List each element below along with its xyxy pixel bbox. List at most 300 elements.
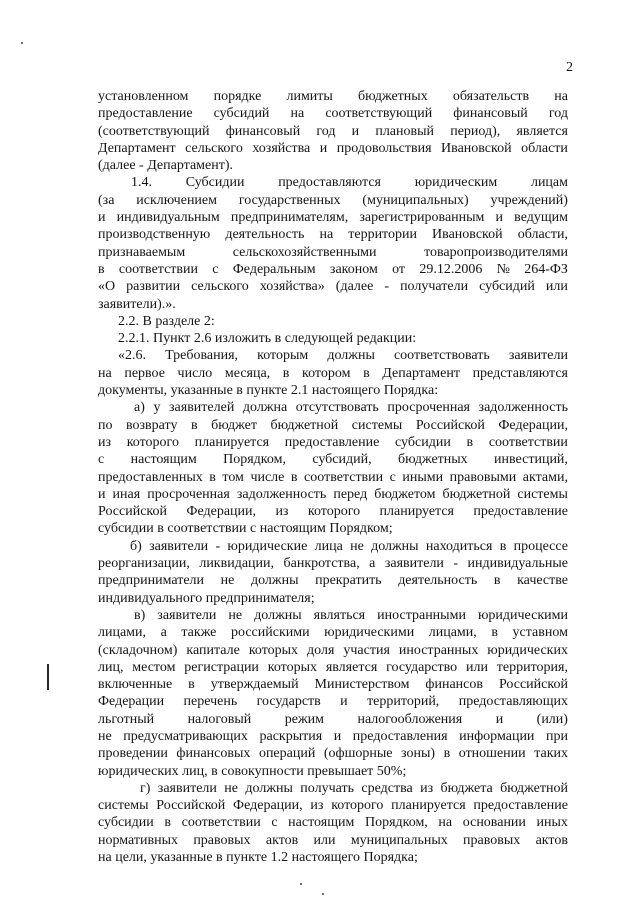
document-body — [98, 88, 568, 866]
word: предоставляющих — [458, 694, 568, 710]
word: иностранных — [398, 642, 479, 658]
word: или — [313, 832, 336, 848]
word: а) — [134, 400, 145, 416]
word: Ивановской — [441, 140, 512, 156]
word: лицами, — [98, 625, 147, 641]
word: и — [98, 210, 106, 226]
word: не — [98, 728, 112, 744]
word: которым — [257, 348, 309, 364]
word: лиц, — [98, 659, 124, 675]
word: предприниматели — [98, 573, 205, 589]
word: правовых — [193, 832, 251, 848]
word: средства — [361, 780, 413, 796]
text-line — [98, 832, 568, 849]
word: исключением — [136, 192, 217, 208]
word: финансов — [425, 677, 483, 693]
word: на — [98, 365, 112, 381]
word: хозяйства» — [259, 279, 325, 295]
text-line — [98, 624, 568, 641]
word: должны — [245, 780, 293, 796]
text-line — [98, 745, 568, 762]
word: месяца, — [224, 365, 271, 381]
word: правовыми — [449, 469, 517, 485]
word: Федерации, — [186, 504, 257, 520]
word: предоставление — [98, 106, 193, 122]
word: доля — [307, 642, 335, 658]
word: планируется — [379, 504, 454, 520]
word: системы — [517, 486, 568, 502]
word: Порядком, — [364, 815, 428, 831]
text-line — [98, 244, 568, 261]
word: системы — [98, 798, 149, 814]
word: представляются — [472, 365, 568, 381]
word: бюджетом — [374, 486, 436, 502]
word: или — [465, 659, 488, 675]
text-line — [98, 123, 568, 140]
text-line — [98, 780, 568, 797]
word: плановый — [375, 123, 435, 139]
text-line — [98, 88, 568, 105]
word: включенные — [98, 677, 173, 693]
word: субсидий — [213, 106, 270, 122]
text-line — [98, 434, 568, 451]
word: бюджетных — [397, 452, 468, 468]
word: в — [491, 625, 498, 641]
text-line — [98, 174, 568, 191]
word: перед — [333, 486, 368, 502]
word: Российской — [156, 798, 226, 814]
word: и — [333, 728, 342, 744]
word: производственную — [98, 227, 211, 243]
text-line — [98, 209, 568, 226]
text-line — [98, 711, 568, 728]
word: и — [495, 711, 504, 727]
word: бюджета — [440, 780, 493, 796]
word: проведении — [98, 746, 168, 762]
word: Российской — [415, 417, 485, 433]
word: заявителей — [169, 400, 235, 416]
word: области — [521, 140, 568, 156]
word: финансовый — [225, 123, 301, 139]
word: бюджетной — [270, 417, 339, 433]
text-line — [98, 728, 568, 745]
word: Ивановской — [432, 227, 503, 243]
word: деятельность — [225, 227, 305, 243]
word: в — [190, 417, 198, 433]
word: (складочном) — [98, 642, 178, 658]
word: является — [325, 659, 378, 675]
word: первое — [124, 365, 165, 381]
word: предусматривающих — [123, 728, 248, 744]
word: не — [220, 573, 235, 589]
word: просроченная — [387, 400, 470, 416]
word: субсидий, — [312, 452, 372, 468]
word: порядке — [213, 89, 262, 104]
word: юридические — [227, 538, 308, 554]
word: индивидуальным — [116, 210, 220, 226]
text-line — [98, 659, 568, 676]
word: с — [212, 261, 219, 277]
word: налоговый — [187, 711, 252, 727]
text-line — [98, 105, 568, 122]
word: предоставления — [352, 728, 448, 744]
word: должны — [250, 573, 299, 589]
word: Порядком, — [223, 452, 286, 468]
word: также — [181, 625, 217, 641]
word: задолженность — [236, 486, 327, 502]
word: участия — [343, 642, 390, 658]
text-line: (далее - Департамент). — [98, 158, 234, 174]
word: государство — [386, 659, 458, 675]
word: соответствовать — [393, 348, 490, 364]
word: (офшорные — [323, 746, 393, 762]
word: сельскохозяйственными — [232, 244, 377, 260]
word: сельского — [185, 140, 243, 156]
word: в — [164, 815, 172, 831]
word: финансовых — [176, 746, 251, 762]
word: зарегистрированным — [359, 210, 485, 226]
word: от — [392, 261, 406, 277]
word: получатели — [400, 279, 469, 295]
word: прекратить — [315, 573, 382, 589]
text-line — [98, 538, 568, 555]
text-line — [98, 797, 568, 814]
word: юридических — [487, 642, 568, 658]
word: которого — [331, 798, 384, 814]
word: сельского — [191, 279, 249, 295]
word: деятельность — [398, 573, 478, 589]
word: не — [228, 607, 243, 623]
word: должны — [254, 607, 302, 623]
word: бюджетной — [500, 780, 568, 796]
word: которых — [267, 659, 317, 675]
word: год — [548, 106, 568, 122]
word: Федеральным — [232, 261, 316, 277]
word: из — [98, 434, 112, 450]
word: режим — [284, 711, 324, 727]
word: соответствии — [488, 434, 568, 450]
word: а — [369, 556, 376, 572]
word: хозяйства — [252, 140, 311, 156]
word: предоставление — [284, 434, 380, 450]
word: товаропроизводителями — [424, 244, 568, 260]
word: юридическими — [477, 607, 568, 623]
word: предпринимателям, — [230, 210, 349, 226]
word: Департамент — [382, 365, 460, 381]
word: в — [466, 434, 474, 450]
word: настоящим — [288, 815, 355, 831]
word: иных — [536, 815, 568, 831]
text-line — [98, 572, 568, 589]
text-line — [98, 365, 568, 382]
word: основании — [462, 815, 526, 831]
text-line: 2.2.1. Пункт 2.6 изложить в следующей редакции: — [118, 331, 417, 347]
word: 264-ФЗ — [524, 261, 568, 277]
word: Российской — [498, 677, 568, 693]
word: инвестиций, — [494, 452, 568, 468]
word: и — [319, 140, 328, 156]
word: операций — [258, 746, 316, 762]
word: (за — [98, 192, 115, 208]
word: ведущим — [514, 210, 568, 226]
word: территории — [348, 227, 417, 243]
word: лимиты — [286, 89, 333, 104]
word: являться — [313, 607, 366, 623]
text-line — [98, 140, 568, 157]
word: Субсидии — [185, 175, 245, 191]
word: развитии — [126, 279, 181, 295]
word: (или) — [536, 711, 568, 727]
word: соответствии — [181, 815, 261, 831]
word: год — [316, 123, 336, 139]
word: Российской — [98, 504, 167, 520]
word: лицам — [530, 175, 568, 191]
word: на — [554, 89, 568, 104]
word: соответствии — [304, 469, 384, 485]
scan-speck — [21, 42, 23, 44]
word: отношении — [458, 746, 526, 762]
word: территория, — [496, 659, 568, 675]
word: должна — [242, 400, 288, 416]
text-line — [98, 278, 568, 295]
word: правовых — [463, 832, 521, 848]
word: планируется — [391, 798, 466, 814]
word: б) — [130, 538, 142, 554]
word: области, — [517, 227, 568, 243]
text-line — [98, 607, 568, 624]
word: - — [215, 538, 221, 554]
text-line: на цели, указанные в пункте 1.2 настоящего Порядка; — [98, 850, 418, 866]
word: настоящим — [130, 452, 197, 468]
word: в — [290, 469, 298, 485]
scan-speck — [322, 893, 324, 895]
text-line — [98, 192, 568, 209]
word: государств — [256, 694, 321, 710]
word: местом — [132, 659, 176, 675]
text-line — [98, 347, 568, 364]
word: заявители — [157, 780, 217, 796]
text-line: документы, указанные в пункте 2.1 настоящего Порядка: — [98, 383, 439, 399]
word: числе — [250, 469, 285, 485]
word: территорий, — [367, 694, 440, 710]
word: а — [160, 625, 167, 641]
word: возврату — [126, 417, 178, 433]
word: в — [209, 469, 216, 485]
page-number: 2 — [566, 60, 573, 75]
word: получать — [300, 780, 354, 796]
word: период), — [450, 123, 501, 139]
word: которого — [307, 504, 361, 520]
word: нормативных — [98, 832, 179, 848]
word: лицами, — [428, 625, 477, 641]
word: котором — [302, 365, 351, 381]
word: по — [98, 417, 113, 433]
word: субсидии — [395, 434, 451, 450]
word: уставном — [512, 625, 568, 641]
text-line — [98, 642, 568, 659]
word: капитале — [186, 642, 240, 658]
word: и — [351, 123, 360, 139]
word: актами, — [522, 469, 568, 485]
word: качестве — [517, 573, 568, 589]
word: и — [495, 210, 504, 226]
word: муниципальных — [350, 832, 448, 848]
word: том — [222, 469, 244, 485]
text-line — [98, 417, 568, 434]
word: ликвидации, — [199, 556, 275, 572]
word: соответствующий — [325, 106, 433, 122]
word: с — [389, 469, 396, 485]
word: предоставление — [473, 504, 568, 520]
word: 1.4. — [131, 175, 152, 191]
word: перечень — [183, 694, 238, 710]
word: в — [499, 538, 507, 554]
word: актов — [535, 832, 568, 848]
word: не — [224, 780, 239, 796]
word: является — [516, 123, 568, 139]
word: заявители — [149, 538, 209, 554]
text-line — [98, 261, 568, 278]
word: Требования, — [165, 348, 239, 364]
word: при — [546, 728, 568, 744]
text-line — [98, 555, 568, 572]
word: задолженность — [478, 400, 568, 416]
text-line — [98, 693, 568, 710]
text-line — [98, 399, 568, 416]
text-line: индивидуального предпринимателя; — [98, 590, 315, 606]
word: в — [493, 573, 501, 589]
word: информации — [459, 728, 535, 744]
word: юридическим — [414, 175, 498, 191]
word: находиться — [425, 538, 493, 554]
word: бюджетных — [357, 89, 428, 104]
word: предоставленных — [98, 469, 203, 485]
word: иными — [402, 469, 444, 485]
word: в — [188, 677, 195, 693]
word: № — [496, 261, 510, 277]
word: - — [453, 556, 459, 572]
text-line — [98, 451, 568, 468]
word: на — [290, 106, 305, 122]
text-line: 2.2. В разделе 2: — [118, 313, 215, 329]
word: с — [98, 452, 105, 468]
word: зоны) — [401, 746, 436, 762]
word: продовольствия — [336, 140, 432, 156]
word: учреждений) — [490, 192, 568, 208]
word: у — [153, 400, 161, 416]
word: не — [350, 538, 364, 554]
word: на — [438, 815, 453, 831]
scan-speck — [300, 883, 302, 885]
word: Федерации, — [498, 417, 568, 433]
word: соответствии — [118, 261, 198, 277]
word: должны — [371, 538, 419, 554]
word: процессе — [513, 538, 568, 554]
word: лица — [314, 538, 343, 554]
word: которого — [126, 434, 179, 450]
word: субсидии — [98, 815, 154, 831]
word: актов — [265, 832, 299, 848]
word: из — [420, 780, 434, 796]
word: законом — [329, 261, 378, 277]
word: банкротства, — [283, 556, 360, 572]
word: с — [271, 815, 278, 831]
word: в — [98, 261, 105, 277]
text-line: юридических лиц, в совокупности превышает 50%; — [98, 763, 407, 779]
word: юридическими — [324, 625, 415, 641]
word: льготный — [98, 711, 155, 727]
word: (соответствующий — [98, 123, 210, 139]
word: и — [98, 486, 106, 502]
word: в — [443, 746, 451, 762]
word: на — [319, 227, 334, 243]
word: Министерством — [314, 677, 410, 693]
word: бюджет — [211, 417, 257, 433]
word: налогообложения — [357, 711, 463, 727]
word: раскрытия — [259, 728, 323, 744]
word: таких — [534, 746, 568, 762]
word: (муниципальных) — [362, 192, 469, 208]
word: государственных — [238, 192, 341, 208]
margin-mark — [47, 664, 49, 690]
word: системы — [351, 417, 403, 433]
word: просроченная — [147, 486, 230, 502]
text-line — [98, 676, 568, 693]
text-line — [98, 486, 568, 503]
word: Департамент — [98, 140, 176, 156]
text-line: заявители).». — [98, 296, 176, 312]
word: Федерации, — [233, 798, 303, 814]
word: регистрации — [184, 659, 259, 675]
word: которых — [248, 642, 299, 658]
text-line: субсидии в соответствии с настоящим Порядком; — [98, 521, 393, 537]
word: - — [384, 279, 390, 295]
word: заявители — [508, 348, 568, 364]
word: бюджетной — [442, 486, 511, 502]
word: заявители — [157, 607, 217, 623]
word: иностранными — [377, 607, 466, 623]
word: г) — [140, 780, 151, 796]
word: обязательств — [452, 89, 530, 104]
word: предоставление — [473, 798, 568, 814]
word: в — [363, 365, 370, 381]
text-line — [98, 469, 568, 486]
word: установленном — [98, 89, 189, 104]
word: планируется — [194, 434, 270, 450]
word: заявители — [384, 556, 444, 572]
word: (далее — [335, 279, 374, 295]
word: предоставляются — [278, 175, 381, 191]
word: Федерации — [98, 694, 165, 710]
word: должны — [327, 348, 375, 364]
word: в) — [134, 607, 146, 623]
text-line — [98, 226, 568, 243]
text-line — [98, 814, 568, 831]
word: или — [545, 279, 568, 295]
word: «2.6. — [118, 348, 146, 364]
word: утверждаемый — [210, 677, 299, 693]
word: признаваемым — [98, 244, 186, 260]
word: иная — [112, 486, 141, 502]
word: «О — [98, 279, 116, 295]
text-line — [98, 503, 568, 520]
word: в — [282, 365, 290, 381]
word: число — [177, 365, 213, 381]
word: реорганизации, — [98, 556, 190, 572]
word: и — [340, 694, 348, 710]
word: индивидуальные — [467, 556, 568, 572]
word: отсутствовать — [295, 400, 379, 416]
